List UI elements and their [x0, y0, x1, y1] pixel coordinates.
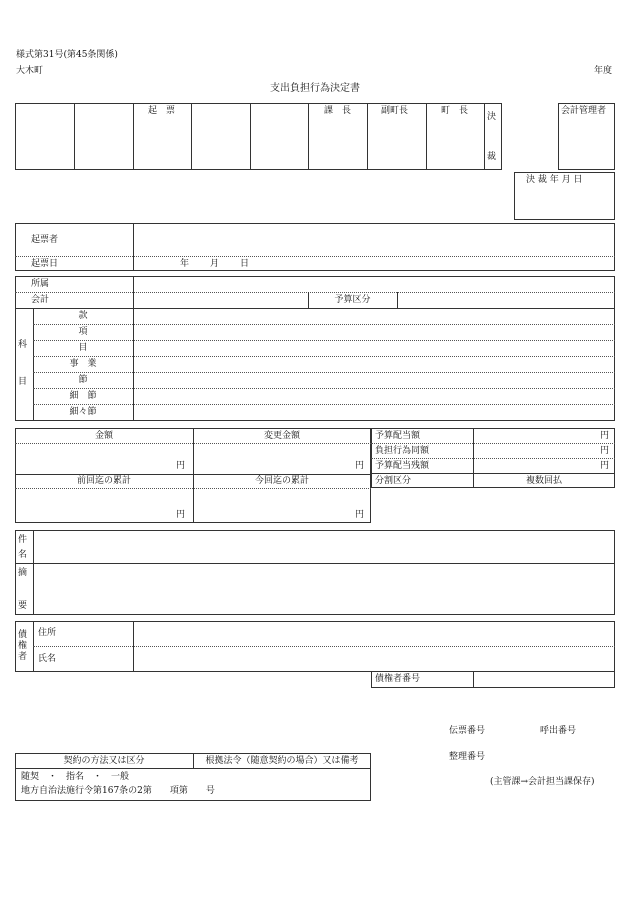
yosan-kubun-label: 予算区分 — [334, 295, 371, 305]
tekiyo-label-2: 要 — [18, 601, 28, 611]
contract-basis-label: 根拠法令（随意契約の場合）又は備考 — [205, 756, 359, 766]
draft-date-day: 日 — [240, 259, 250, 269]
drafter-section — [15, 223, 615, 271]
yosan-haito-zangaku-yen: 円 — [600, 461, 610, 471]
kamoku-row-ko: 項 — [78, 327, 88, 337]
bunkatsu-kubun-label: 分割区分 — [375, 476, 412, 486]
form-number: 様式第31号(第45条関係) — [16, 50, 118, 60]
draft-date-month: 月 — [210, 259, 220, 269]
creditor-label-3: 者 — [18, 652, 28, 662]
kamoku-row-moku: 目 — [78, 343, 88, 353]
town-name: 大木町 — [16, 66, 44, 76]
kamoku-row-setsu: 節 — [78, 375, 88, 385]
kaikei-kanrisha-label: 会計管理者 — [561, 106, 607, 116]
kacho-label: 課 長 — [324, 106, 352, 116]
kihyo-label: 起 票 — [148, 106, 176, 116]
zenkai-label: 前回迄の累計 — [76, 476, 131, 486]
konkai-yen: 円 — [355, 510, 365, 520]
kamoku-label-1: 科 — [18, 340, 28, 350]
chocho-label: 町 長 — [441, 106, 469, 116]
kessai-label-bottom: 裁 — [487, 152, 497, 162]
drafter-label: 起票者 — [31, 235, 59, 245]
page-title: 支出負担行為決定書 — [270, 83, 360, 94]
contract-law: 地方自治法施行令第167条の2第 項第 号 — [21, 786, 215, 796]
tekiyo-label-1: 摘 — [18, 568, 28, 578]
denpyo-bango-label: 伝票番号 — [449, 726, 486, 736]
fukuchocho-label: 副町長 — [381, 106, 409, 116]
creditor-label-2: 権 — [18, 641, 28, 651]
futan-koi-dogaku-yen: 円 — [600, 446, 610, 456]
kenmei-label-1: 件 — [18, 535, 28, 545]
subject-section — [15, 530, 615, 615]
shozoku-label: 所属 — [31, 279, 50, 289]
yosan-haito-zangaku-label: 予算配当残額 — [375, 461, 430, 471]
kessai-label-top: 決 — [487, 112, 497, 122]
kamoku-row-saisaisetsu: 細々節 — [69, 407, 97, 417]
draft-date-year: 年 — [180, 259, 190, 269]
storage-note: (主管課→会計担当課保存) — [490, 777, 595, 787]
kamoku-row-kan: 款 — [78, 311, 88, 321]
fiscal-year-label: 年度 — [594, 66, 613, 76]
approval-grid — [15, 103, 502, 170]
creditor-number-label: 債権者番号 — [375, 674, 421, 684]
seiri-bango-label: 整理番号 — [449, 752, 486, 762]
kamoku-label-2: 目 — [18, 377, 28, 387]
kamoku-row-saisetsu: 細 節 — [69, 391, 97, 401]
henko-kingaku-yen: 円 — [355, 461, 365, 471]
address-label: 住所 — [38, 628, 57, 638]
name-label: 氏名 — [38, 654, 57, 664]
yobidashi-bango-label: 呼出番号 — [540, 726, 577, 736]
kaikei-label: 会計 — [31, 295, 50, 305]
konkai-label: 今回迄の累計 — [254, 476, 309, 486]
kingaku-label: 金額 — [94, 431, 113, 441]
fukusu-kaibarai-label: 複数回払 — [525, 476, 562, 486]
contract-method-label: 契約の方法又は区分 — [63, 756, 145, 766]
yosan-haito-label: 予算配当額 — [375, 431, 421, 441]
henko-kingaku-label: 変更金額 — [263, 431, 300, 441]
yosan-haito-yen: 円 — [600, 431, 610, 441]
kenmei-label-2: 名 — [18, 550, 28, 560]
creditor-label-1: 債 — [18, 630, 28, 640]
kingaku-yen: 円 — [176, 461, 186, 471]
kamoku-row-jigyo: 事 業 — [69, 359, 97, 369]
draft-date-label: 起票日 — [31, 259, 59, 269]
kessai-date-label: 決 裁 年 月 日 — [526, 175, 583, 185]
futan-koi-dogaku-label: 負担行為同額 — [375, 446, 430, 456]
contract-options: 随契 ・ 指名 ・ 一般 — [21, 772, 130, 782]
zenkai-yen: 円 — [176, 510, 186, 520]
